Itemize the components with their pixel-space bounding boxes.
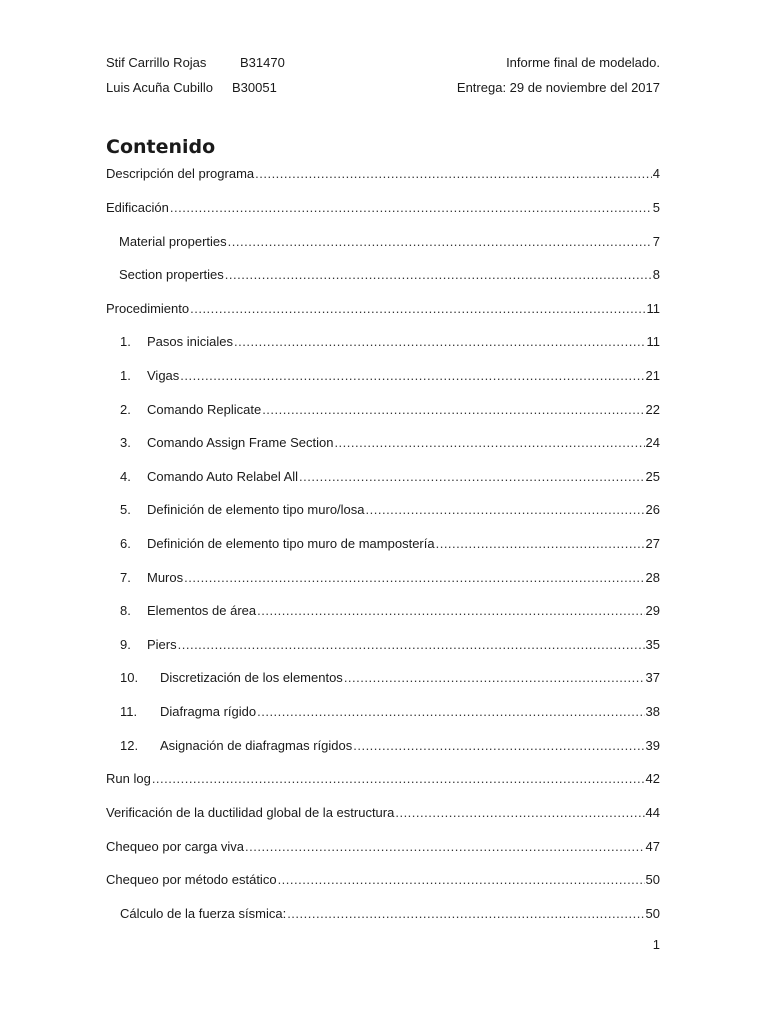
toc-entry-label: Verificación de la ductilidad global de la estructura [106,805,395,820]
author2-name: Luis Acuña Cubillo [106,80,213,95]
toc-entry-label: Cálculo de la fuerza sísmica: [120,906,287,921]
toc-leader-dots [344,670,645,685]
toc-leader-dots [228,234,652,249]
toc-entry-label: Descripción del programa [106,166,255,181]
report-title: Informe final de modelado. [506,55,660,70]
toc-entry[interactable] [120,637,660,657]
toc-entry[interactable] [120,670,660,690]
toc-entry-page: 4 [652,166,660,181]
toc-entry[interactable] [119,267,660,287]
toc-entry-label: Procedimiento [106,301,190,316]
toc-entry-label: Material properties [119,234,227,249]
toc-entry[interactable] [119,234,660,254]
toc-entry-label: Diafragma rígido [160,704,257,719]
toc-entry[interactable] [106,872,660,892]
toc-leader-dots [234,334,646,349]
toc-leader-dots [287,906,644,921]
toc-entry[interactable] [106,839,660,859]
toc-entry-page: 8 [652,267,660,282]
toc-entry-label: Definición de elemento tipo muro de mampostería [147,536,435,551]
toc-leader-dots [190,301,645,316]
toc-entry-number: 8. [120,603,131,618]
toc-leader-dots [255,166,652,181]
toc-entry-label: Muros [147,570,184,585]
toc-entry-number: 2. [120,402,131,417]
toc-leader-dots [334,435,644,450]
toc-entry-label: Elementos de área [147,603,257,618]
page-number: 1 [652,937,660,952]
author2-id: B30051 [232,80,277,95]
delivery-date: Entrega: 29 de noviembre del 2017 [456,80,660,95]
toc-entry-page: 35 [645,637,660,652]
toc-entry[interactable] [106,166,660,186]
toc-entry-page: 42 [645,771,660,786]
toc-leader-dots [366,502,645,517]
toc-leader-dots [257,704,644,719]
toc-entry-label: Asignación de diafragmas rígidos [160,738,353,753]
toc-leader-dots [178,637,645,652]
toc-entry-number: 1. [120,334,131,349]
toc-leader-dots [180,368,644,383]
toc-leader-dots [436,536,645,551]
toc-entry-page: 28 [645,570,660,585]
toc-leader-dots [152,771,645,786]
toc-entry[interactable] [106,771,660,791]
toc-entry-label: Chequeo por método estático [106,872,277,887]
toc-entry-page: 38 [645,704,660,719]
toc-entry-number: 3. [120,435,131,450]
toc-entry-page: 29 [645,603,660,618]
toc-entry-number: 9. [120,637,131,652]
toc-entry[interactable] [120,536,660,556]
toc-entry-page: 26 [645,502,660,517]
toc-entry[interactable] [120,704,660,724]
toc-entry-number: 10. [120,670,139,685]
toc-leader-dots [170,200,652,215]
toc-entry[interactable] [106,200,660,220]
toc-entry-label: Piers [147,637,177,652]
toc-entry-number: 11. [120,704,138,719]
toc-entry-label: Definición de elemento tipo muro/losa [147,502,365,517]
toc-entry-page: 50 [645,872,660,887]
toc-entry-page: 50 [645,906,660,921]
toc-entry[interactable] [120,368,660,388]
toc-entry[interactable] [120,738,660,758]
toc-entry-page: 11 [646,334,660,349]
toc-entry[interactable] [120,603,660,623]
toc-entry[interactable] [120,469,660,489]
toc-entry-number: 12. [120,738,139,753]
toc-leader-dots [225,267,652,282]
toc-entry[interactable] [120,502,660,522]
toc-entry-page: 21 [645,368,660,383]
toc-entry-page: 22 [645,402,660,417]
toc-entry-page: 24 [645,435,660,450]
toc-entry-page: 47 [645,839,660,854]
toc-entry-number: 6. [120,536,131,551]
toc-entry-number: 1. [120,368,131,383]
toc-entry-page: 7 [652,234,660,249]
toc-entry-number: 5. [120,502,131,517]
toc-heading: Contenido [106,136,216,158]
toc-entry-page: 27 [645,536,660,551]
toc-entry[interactable] [120,570,660,590]
toc-leader-dots [395,805,644,820]
toc-entry[interactable] [120,334,660,354]
toc-leader-dots [184,570,644,585]
toc-entry[interactable] [120,906,660,926]
toc-entry[interactable] [120,402,660,422]
toc-entry[interactable] [106,301,660,321]
toc-leader-dots [353,738,644,753]
toc-entry[interactable] [106,805,660,825]
toc-entry-label: Comando Replicate [147,402,262,417]
author1-name: Stif Carrillo Rojas [106,55,207,70]
toc-entry-page: 39 [645,738,660,753]
toc-entry-number: 7. [120,570,131,585]
toc-entry-label: Run log [106,771,151,786]
toc-entry-page: 37 [645,670,660,685]
toc-entry-label: Comando Auto Relabel All [147,469,299,484]
toc-leader-dots [262,402,644,417]
toc-entry-number: 4. [120,469,131,484]
toc-entry-label: Section properties [119,267,224,282]
toc-entry-label: Chequeo por carga viva [106,839,245,854]
toc-entry[interactable] [120,435,660,455]
toc-leader-dots [278,872,645,887]
toc-leader-dots [299,469,644,484]
toc-entry-page: 44 [645,805,660,820]
toc-leader-dots [257,603,644,618]
toc-entry-label: Pasos iniciales [147,334,233,349]
toc-entry-label: Comando Assign Frame Section [147,435,334,450]
author1-id: B31470 [240,55,285,70]
toc-entry-page: 25 [645,469,660,484]
toc-entry-label: Edificación [106,200,169,215]
toc-entry-label: Discretización de los elementos [160,670,343,685]
toc-entry-page: 5 [652,200,660,215]
toc-leader-dots [245,839,645,854]
toc-entry-label: Vigas [147,368,180,383]
toc-entry-page: 11 [646,301,660,316]
